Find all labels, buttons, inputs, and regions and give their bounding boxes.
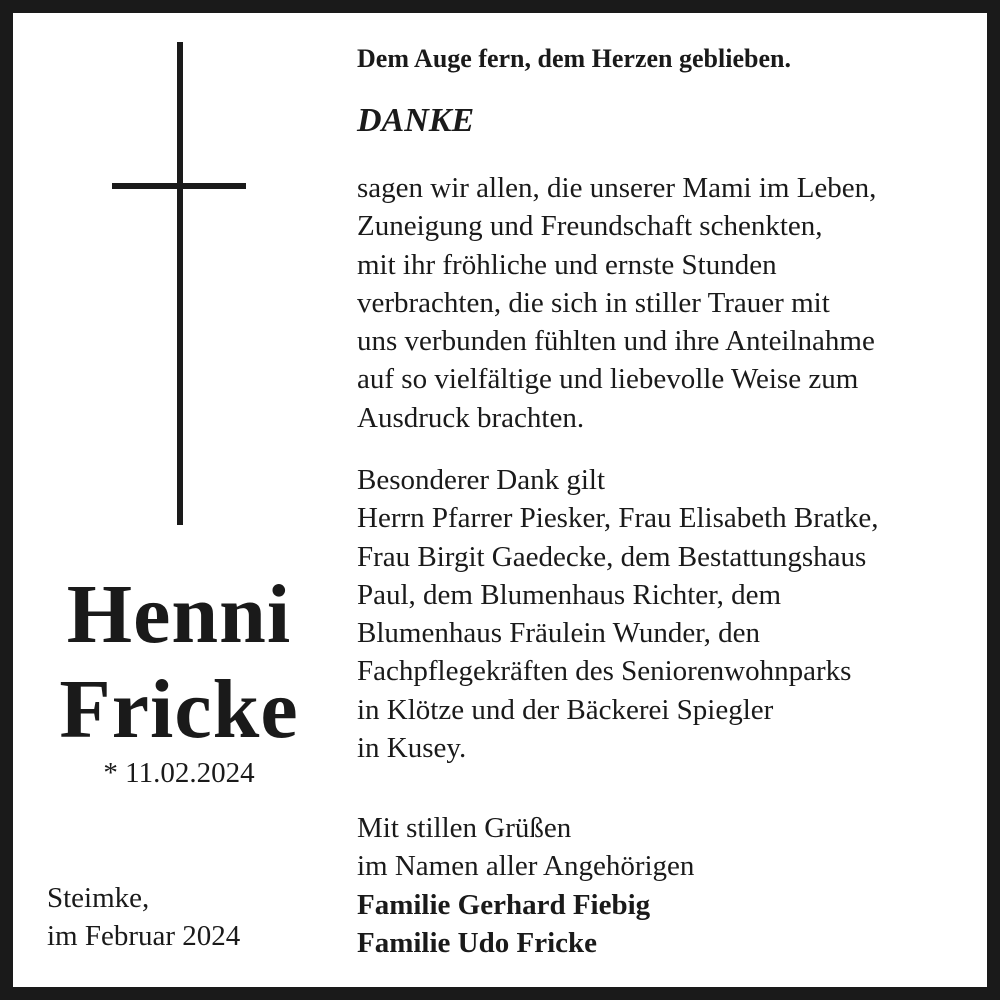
paragraph-line: Zuneigung und Freundschaft schenkten, [357,210,823,243]
paragraph-line: in Kusey. [357,732,467,765]
paragraph-line: Besonderer Dank gilt [357,464,606,496]
signature-family: Familie Gerhard Fiebig [357,888,651,921]
cross-horizontal-bar [112,183,246,189]
paragraph-line: Blumenhaus Fräulein Wunder, den [357,617,761,650]
signature-family: Familie Udo Fricke [357,926,598,959]
closing-line: im Namen aller Angehörigen [357,850,695,883]
place: Steimke, [47,882,150,914]
place-and-date [47,879,240,955]
special-thanks-paragraph [357,461,878,767]
deceased-last-name: Fricke [59,663,299,756]
paragraph-line: Frau Birgit Gaedecke, dem Bestattungshaus [357,540,867,573]
thanks-heading: DANKE [357,102,475,139]
cross-vertical-bar [177,42,183,525]
paragraph-line: uns verbunden fühlten und ihre Anteilnahme [357,325,875,358]
paragraph-line: in Klötze und der Bäckerei Spiegler [357,693,774,726]
paragraph-line: Fachpflegekräften des Seniorenwohnparks [357,655,852,688]
paragraph-line: auf so vielfältige und liebevolle Weise zum [357,363,859,396]
motto: Dem Auge fern, dem Herzen geblieben. [357,44,791,73]
paragraph-line: Ausdruck brachten. [357,401,585,434]
paragraph-line: Paul, dem Blumenhaus Richter, dem [357,578,782,611]
paragraph-line: Herrn Pfarrer Piesker, Frau Elisabeth Bratke, [357,502,879,535]
paragraph-line: verbrachten, die sich in stiller Trauer mit [357,286,830,319]
paragraph-line: sagen wir allen, die unserer Mami im Leben, [357,172,877,204]
paragraph-line: mit ihr fröhliche und ernste Stunden [357,248,777,281]
deceased-first-name: Henni [66,568,292,661]
thanks-paragraph [357,169,876,437]
deceased-date: * 11.02.2024 [103,757,255,789]
closing-paragraph [357,809,694,962]
month-year: im Februar 2024 [47,920,241,952]
closing-line: Mit stillen Grüßen [357,812,572,844]
